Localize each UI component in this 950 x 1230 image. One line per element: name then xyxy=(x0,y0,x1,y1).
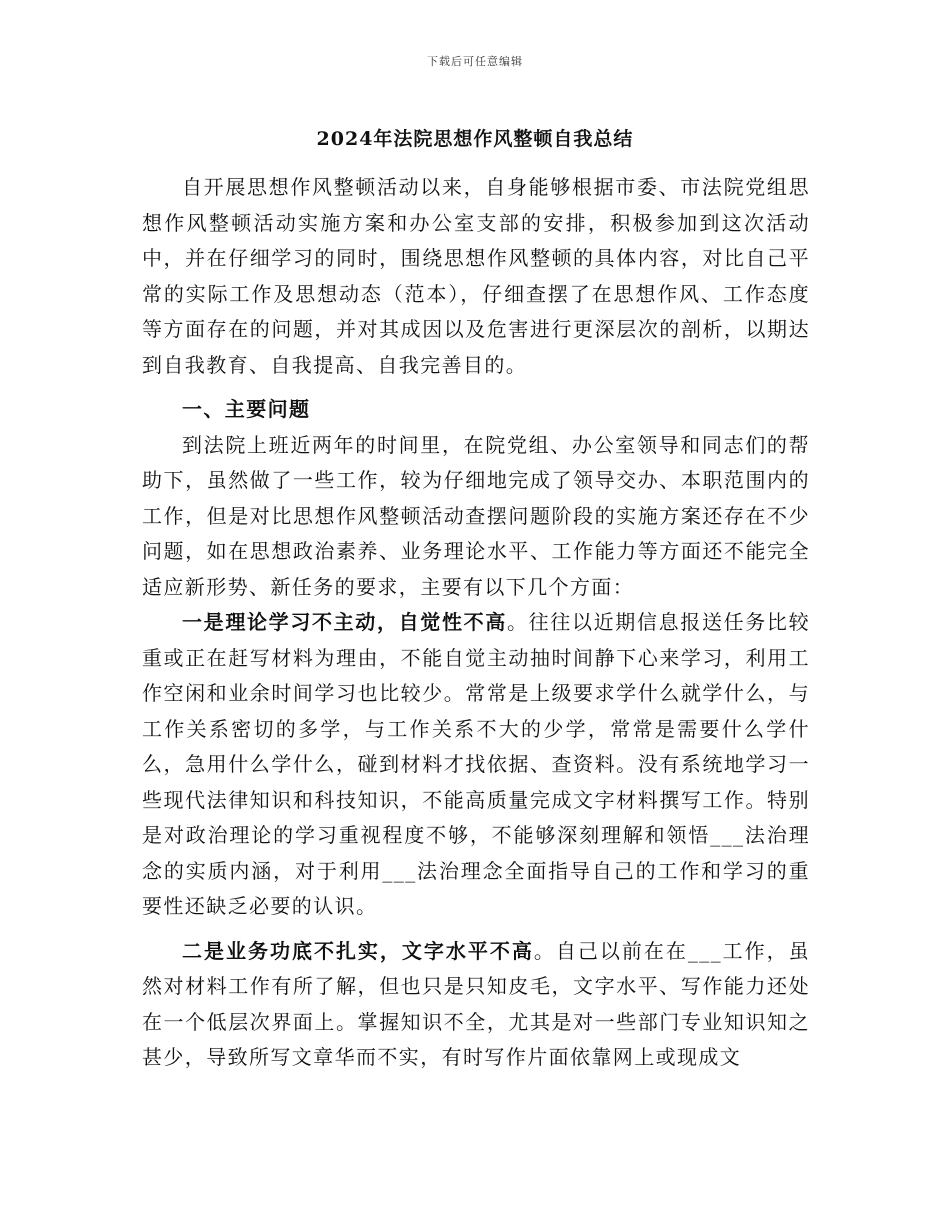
document-title: 2024年法院思想作风整顿自我总结 xyxy=(316,128,634,150)
intro-paragraph: 自开展思想作风整顿活动以来，自身能够根据市委、市法院党组思想作风整顿活动实施方案和办公室支部的安排，积极参加到这次活动中，并在仔细学习的同时，围绕思想作风整顿的具体内容，对比自己平常的实际工作及思想动态（范本），仔细查摆了在思想作风、工作态度等方面存在的问题，并对其成因以及危害进行更深层次的剖析，以期达到自我教育、自我提高、自我完善目的。 xyxy=(142,175,810,377)
point-one-body: 。往往以近期信息报送任务比较重或正在赶写材料为理由，不能自觉主动抽时间静下心来学习，利用工作空闲和业余时间学习也比较少。常常是上级要求学什么就学什么，与工作关系密切的多学，与工作关系不大的少学，常常是需要什么学什么，急用什么学什么，碰到材料才找依据、查资料。没有系统地学习一些现代法律知识和科技知识，不能高质量完成文字材料撰写工作。特别是对政治理论的学习重视程度不够，不能够深刻理解和领悟___法治理念的实质内涵，对于利用___法治理念全面指导自己的工作和学习的重要性还缺乏必要的认识。 xyxy=(142,610,810,918)
document-body xyxy=(142,170,810,1076)
point-two-lead: 二是业务功底不扎实，文字水平不高 xyxy=(182,938,534,963)
point-two-paragraph xyxy=(142,934,810,1076)
point-one-paragraph xyxy=(142,605,810,925)
section-paragraph: 到法院上班近两年的时间里，在院党组、办公室领导和同志们的帮助下，虽然做了一些工作，较为仔细地完成了领导交办、本职范围内的工作，但是对比思想作风整顿活动查摆问题阶段的实施方案还存在不少问题，如在思想政治素养、业务理论水平、工作能力等方面还不能完全适应新形势、新任务的要求，主要有以下几个方面： xyxy=(142,432,810,599)
point-two-body: 。自己以前在在___工作，虽然对材料工作有所了解，但也只是只知皮毛，文字水平、写作能力还处在一个低层次界面上。掌握知识不全，尤其是对一些部门专业知识知之甚少，导致所写文章华而不实，有时写作片面依靠网上或现成文 xyxy=(142,938,810,1069)
point-one-lead: 一是理论学习不主动，自觉性不高 xyxy=(182,610,507,634)
header-note: 下载后可任意编辑 xyxy=(427,55,523,68)
section-heading-main-problems: 一、主要问题 xyxy=(182,397,311,421)
